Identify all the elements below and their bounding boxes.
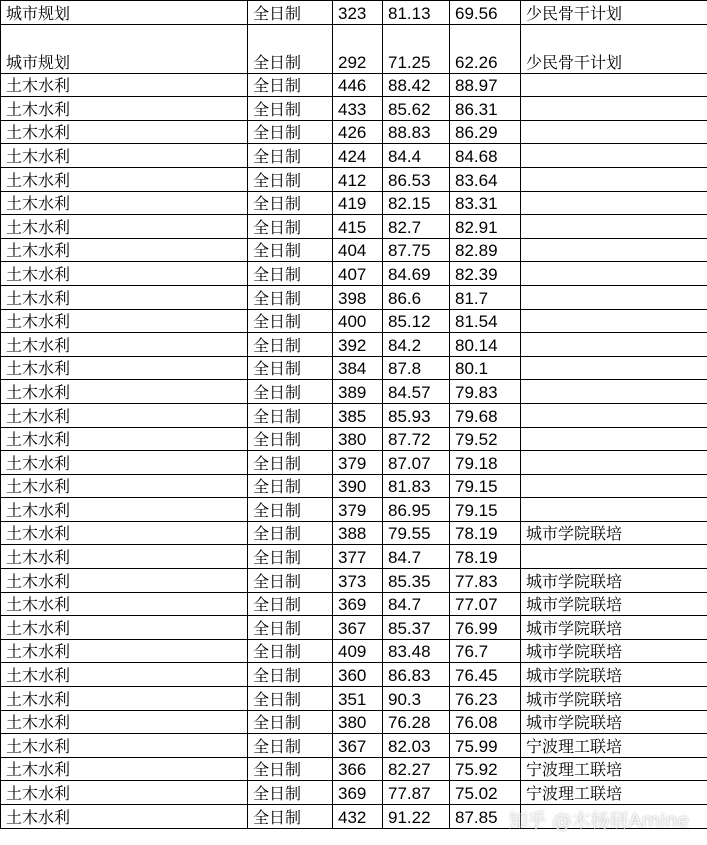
initial-score-cell: 377 — [333, 545, 383, 569]
retest-score-cell: 79.55 — [383, 521, 450, 545]
initial-score-cell: 380 — [333, 427, 383, 451]
total-score-cell: 81.7 — [450, 285, 521, 309]
total-score-cell: 80.14 — [450, 333, 521, 357]
table-row — [1, 144, 707, 168]
initial-score-cell: 398 — [333, 285, 383, 309]
remark-cell: 城市学院联培 — [521, 616, 707, 640]
major-cell: 土木水利 — [1, 639, 248, 663]
initial-score-cell: 369 — [333, 592, 383, 616]
total-score-cell: 86.31 — [450, 97, 521, 121]
table-row — [1, 309, 707, 333]
total-score-cell: 82.91 — [450, 215, 521, 239]
major-cell: 土木水利 — [1, 781, 248, 805]
table-row — [1, 734, 707, 758]
major-cell: 土木水利 — [1, 545, 248, 569]
remark-cell — [521, 451, 707, 475]
major-cell: 土木水利 — [1, 191, 248, 215]
remark-cell — [521, 191, 707, 215]
table-row — [1, 592, 707, 616]
retest-score-cell: 81.13 — [383, 1, 450, 25]
initial-score-cell: 380 — [333, 710, 383, 734]
retest-score-cell: 84.2 — [383, 333, 450, 357]
study-mode-cell: 全日制 — [248, 474, 333, 498]
remark-cell — [521, 144, 707, 168]
study-mode-cell: 全日制 — [248, 403, 333, 427]
total-score-cell: 77.83 — [450, 569, 521, 593]
table-row — [1, 569, 707, 593]
study-mode-cell: 全日制 — [248, 191, 333, 215]
retest-score-cell: 87.8 — [383, 356, 450, 380]
total-score-cell: 79.83 — [450, 380, 521, 404]
major-cell: 土木水利 — [1, 144, 248, 168]
table-row — [1, 781, 707, 805]
total-score-cell: 75.02 — [450, 781, 521, 805]
study-mode-cell: 全日制 — [248, 285, 333, 309]
study-mode-cell: 全日制 — [248, 144, 333, 168]
retest-score-cell: 87.07 — [383, 451, 450, 475]
table-row — [1, 498, 707, 522]
initial-score-cell: 433 — [333, 97, 383, 121]
retest-score-cell: 91.22 — [383, 805, 450, 829]
total-score-cell: 76.7 — [450, 639, 521, 663]
total-score-cell: 79.68 — [450, 403, 521, 427]
study-mode-cell: 全日制 — [248, 333, 333, 357]
retest-score-cell: 84.7 — [383, 545, 450, 569]
watermark-text: 知乎 @木杨研Amine — [508, 810, 689, 832]
retest-score-cell: 76.28 — [383, 710, 450, 734]
study-mode-cell: 全日制 — [248, 569, 333, 593]
total-score-cell: 79.15 — [450, 474, 521, 498]
table-row — [1, 451, 707, 475]
study-mode-cell: 全日制 — [248, 73, 333, 97]
study-mode-cell: 全日制 — [248, 663, 333, 687]
retest-score-cell: 84.69 — [383, 262, 450, 286]
table-row — [1, 191, 707, 215]
retest-score-cell: 88.42 — [383, 73, 450, 97]
major-cell: 土木水利 — [1, 521, 248, 545]
study-mode-cell: 全日制 — [248, 781, 333, 805]
major-cell: 土木水利 — [1, 120, 248, 144]
retest-score-cell: 85.93 — [383, 403, 450, 427]
remark-cell: 宁波理工联培 — [521, 734, 707, 758]
retest-score-cell: 81.83 — [383, 474, 450, 498]
table-row — [1, 97, 707, 121]
retest-score-cell: 87.72 — [383, 427, 450, 451]
total-score-cell: 75.99 — [450, 734, 521, 758]
total-score-cell: 87.85 — [450, 805, 521, 829]
retest-score-cell: 90.3 — [383, 687, 450, 711]
retest-score-cell: 85.35 — [383, 569, 450, 593]
initial-score-cell: 369 — [333, 781, 383, 805]
total-score-cell: 69.56 — [450, 1, 521, 25]
remark-cell — [521, 285, 707, 309]
total-score-cell: 79.18 — [450, 451, 521, 475]
major-cell: 土木水利 — [1, 592, 248, 616]
table-row — [1, 663, 707, 687]
major-cell: 土木水利 — [1, 427, 248, 451]
retest-score-cell: 85.37 — [383, 616, 450, 640]
total-score-cell: 78.19 — [450, 521, 521, 545]
study-mode-cell: 全日制 — [248, 309, 333, 333]
study-mode-cell: 全日制 — [248, 805, 333, 829]
remark-cell: 少民骨干计划 — [521, 24, 707, 73]
initial-score-cell: 390 — [333, 474, 383, 498]
initial-score-cell: 400 — [333, 309, 383, 333]
remark-cell: 少民骨干计划 — [521, 1, 707, 25]
initial-score-cell: 446 — [333, 73, 383, 97]
table-row — [1, 120, 707, 144]
remark-cell — [521, 97, 707, 121]
retest-score-cell: 82.27 — [383, 757, 450, 781]
major-cell: 城市规划 — [1, 24, 248, 73]
total-score-cell: 79.52 — [450, 427, 521, 451]
table-row — [1, 167, 707, 191]
table-row — [1, 805, 707, 829]
retest-score-cell: 77.87 — [383, 781, 450, 805]
study-mode-cell: 全日制 — [248, 215, 333, 239]
table-row — [1, 616, 707, 640]
initial-score-cell: 388 — [333, 521, 383, 545]
remark-cell — [521, 498, 707, 522]
remark-cell — [521, 427, 707, 451]
remark-cell — [521, 309, 707, 333]
total-score-cell: 76.08 — [450, 710, 521, 734]
study-mode-cell: 全日制 — [248, 238, 333, 262]
table-row — [1, 262, 707, 286]
study-mode-cell: 全日制 — [248, 592, 333, 616]
study-mode-cell: 全日制 — [248, 545, 333, 569]
remark-cell: 城市学院联培 — [521, 639, 707, 663]
initial-score-cell: 392 — [333, 333, 383, 357]
table-row — [1, 545, 707, 569]
remark-cell — [521, 238, 707, 262]
total-score-cell: 77.07 — [450, 592, 521, 616]
total-score-cell: 76.45 — [450, 663, 521, 687]
total-score-cell: 88.97 — [450, 73, 521, 97]
major-cell: 土木水利 — [1, 663, 248, 687]
retest-score-cell: 86.6 — [383, 285, 450, 309]
study-mode-cell: 全日制 — [248, 356, 333, 380]
study-mode-cell: 全日制 — [248, 120, 333, 144]
total-score-cell: 78.19 — [450, 545, 521, 569]
initial-score-cell: 373 — [333, 569, 383, 593]
table-row — [1, 710, 707, 734]
major-cell: 城市规划 — [1, 1, 248, 25]
table-row — [1, 238, 707, 262]
total-score-cell: 62.26 — [450, 24, 521, 73]
initial-score-cell: 360 — [333, 663, 383, 687]
initial-score-cell: 432 — [333, 805, 383, 829]
study-mode-cell: 全日制 — [248, 1, 333, 25]
retest-score-cell: 83.48 — [383, 639, 450, 663]
study-mode-cell: 全日制 — [248, 616, 333, 640]
major-cell: 土木水利 — [1, 262, 248, 286]
study-mode-cell: 全日制 — [248, 427, 333, 451]
remark-cell — [521, 167, 707, 191]
table-row — [1, 380, 707, 404]
table-row — [1, 215, 707, 239]
retest-score-cell: 88.83 — [383, 120, 450, 144]
retest-score-cell: 86.83 — [383, 663, 450, 687]
table-row — [1, 73, 707, 97]
major-cell: 土木水利 — [1, 805, 248, 829]
remark-cell — [521, 403, 707, 427]
initial-score-cell: 367 — [333, 734, 383, 758]
remark-cell — [521, 73, 707, 97]
study-mode-cell: 全日制 — [248, 24, 333, 73]
study-mode-cell: 全日制 — [248, 521, 333, 545]
major-cell: 土木水利 — [1, 356, 248, 380]
initial-score-cell: 379 — [333, 451, 383, 475]
major-cell: 土木水利 — [1, 757, 248, 781]
major-cell: 土木水利 — [1, 309, 248, 333]
initial-score-cell: 323 — [333, 1, 383, 25]
retest-score-cell: 86.95 — [383, 498, 450, 522]
retest-score-cell: 82.03 — [383, 734, 450, 758]
retest-score-cell: 87.75 — [383, 238, 450, 262]
major-cell: 土木水利 — [1, 167, 248, 191]
study-mode-cell: 全日制 — [248, 380, 333, 404]
initial-score-cell: 292 — [333, 24, 383, 73]
retest-score-cell: 86.53 — [383, 167, 450, 191]
initial-score-cell: 384 — [333, 356, 383, 380]
total-score-cell: 84.68 — [450, 144, 521, 168]
initial-score-cell: 419 — [333, 191, 383, 215]
initial-score-cell: 389 — [333, 380, 383, 404]
total-score-cell: 82.39 — [450, 262, 521, 286]
initial-score-cell: 351 — [333, 687, 383, 711]
remark-cell — [521, 215, 707, 239]
table-row — [1, 403, 707, 427]
total-score-cell: 83.31 — [450, 191, 521, 215]
major-cell: 土木水利 — [1, 215, 248, 239]
initial-score-cell: 409 — [333, 639, 383, 663]
table-row — [1, 427, 707, 451]
major-cell: 土木水利 — [1, 687, 248, 711]
remark-cell: 城市学院联培 — [521, 663, 707, 687]
table-row — [1, 757, 707, 781]
total-score-cell: 83.64 — [450, 167, 521, 191]
study-mode-cell: 全日制 — [248, 757, 333, 781]
total-score-cell: 76.99 — [450, 616, 521, 640]
total-score-cell: 76.23 — [450, 687, 521, 711]
table-row — [1, 333, 707, 357]
remark-cell — [521, 805, 707, 829]
major-cell: 土木水利 — [1, 380, 248, 404]
initial-score-cell: 407 — [333, 262, 383, 286]
retest-score-cell: 82.7 — [383, 215, 450, 239]
initial-score-cell: 415 — [333, 215, 383, 239]
major-cell: 土木水利 — [1, 333, 248, 357]
table-body — [1, 1, 707, 829]
table-row — [1, 356, 707, 380]
remark-cell — [521, 333, 707, 357]
table-row — [1, 1, 707, 25]
major-cell: 土木水利 — [1, 734, 248, 758]
table-row — [1, 521, 707, 545]
total-score-cell: 82.89 — [450, 238, 521, 262]
remark-cell — [521, 474, 707, 498]
remark-cell — [521, 120, 707, 144]
remark-cell — [521, 545, 707, 569]
initial-score-cell: 412 — [333, 167, 383, 191]
study-mode-cell: 全日制 — [248, 167, 333, 191]
major-cell: 土木水利 — [1, 285, 248, 309]
initial-score-cell: 379 — [333, 498, 383, 522]
study-mode-cell: 全日制 — [248, 639, 333, 663]
major-cell: 土木水利 — [1, 403, 248, 427]
retest-score-cell: 85.62 — [383, 97, 450, 121]
table-row — [1, 24, 707, 73]
table-row — [1, 639, 707, 663]
retest-score-cell: 84.7 — [383, 592, 450, 616]
remark-cell: 宁波理工联培 — [521, 781, 707, 805]
remark-cell: 城市学院联培 — [521, 521, 707, 545]
initial-score-cell: 366 — [333, 757, 383, 781]
major-cell: 土木水利 — [1, 710, 248, 734]
initial-score-cell: 385 — [333, 403, 383, 427]
study-mode-cell: 全日制 — [248, 451, 333, 475]
total-score-cell: 75.92 — [450, 757, 521, 781]
study-mode-cell: 全日制 — [248, 687, 333, 711]
remark-cell — [521, 262, 707, 286]
total-score-cell: 81.54 — [450, 309, 521, 333]
major-cell: 土木水利 — [1, 474, 248, 498]
table-row — [1, 687, 707, 711]
table-row — [1, 285, 707, 309]
remark-cell — [521, 380, 707, 404]
initial-score-cell: 367 — [333, 616, 383, 640]
study-mode-cell: 全日制 — [248, 734, 333, 758]
major-cell: 土木水利 — [1, 238, 248, 262]
study-mode-cell: 全日制 — [248, 498, 333, 522]
major-cell: 土木水利 — [1, 97, 248, 121]
remark-cell: 宁波理工联培 — [521, 757, 707, 781]
total-score-cell: 79.15 — [450, 498, 521, 522]
retest-score-cell: 71.25 — [383, 24, 450, 73]
retest-score-cell: 84.57 — [383, 380, 450, 404]
remark-cell: 城市学院联培 — [521, 569, 707, 593]
major-cell: 土木水利 — [1, 498, 248, 522]
remark-cell: 城市学院联培 — [521, 592, 707, 616]
remark-cell: 城市学院联培 — [521, 687, 707, 711]
table-row — [1, 474, 707, 498]
initial-score-cell: 424 — [333, 144, 383, 168]
initial-score-cell: 426 — [333, 120, 383, 144]
remark-cell: 城市学院联培 — [521, 710, 707, 734]
initial-score-cell: 404 — [333, 238, 383, 262]
retest-score-cell: 82.15 — [383, 191, 450, 215]
retest-score-cell: 85.12 — [383, 309, 450, 333]
study-mode-cell: 全日制 — [248, 710, 333, 734]
total-score-cell: 80.1 — [450, 356, 521, 380]
remark-cell — [521, 356, 707, 380]
major-cell: 土木水利 — [1, 569, 248, 593]
study-mode-cell: 全日制 — [248, 97, 333, 121]
retest-score-cell: 84.4 — [383, 144, 450, 168]
study-mode-cell: 全日制 — [248, 262, 333, 286]
major-cell: 土木水利 — [1, 616, 248, 640]
major-cell: 土木水利 — [1, 73, 248, 97]
major-cell: 土木水利 — [1, 451, 248, 475]
total-score-cell: 86.29 — [450, 120, 521, 144]
